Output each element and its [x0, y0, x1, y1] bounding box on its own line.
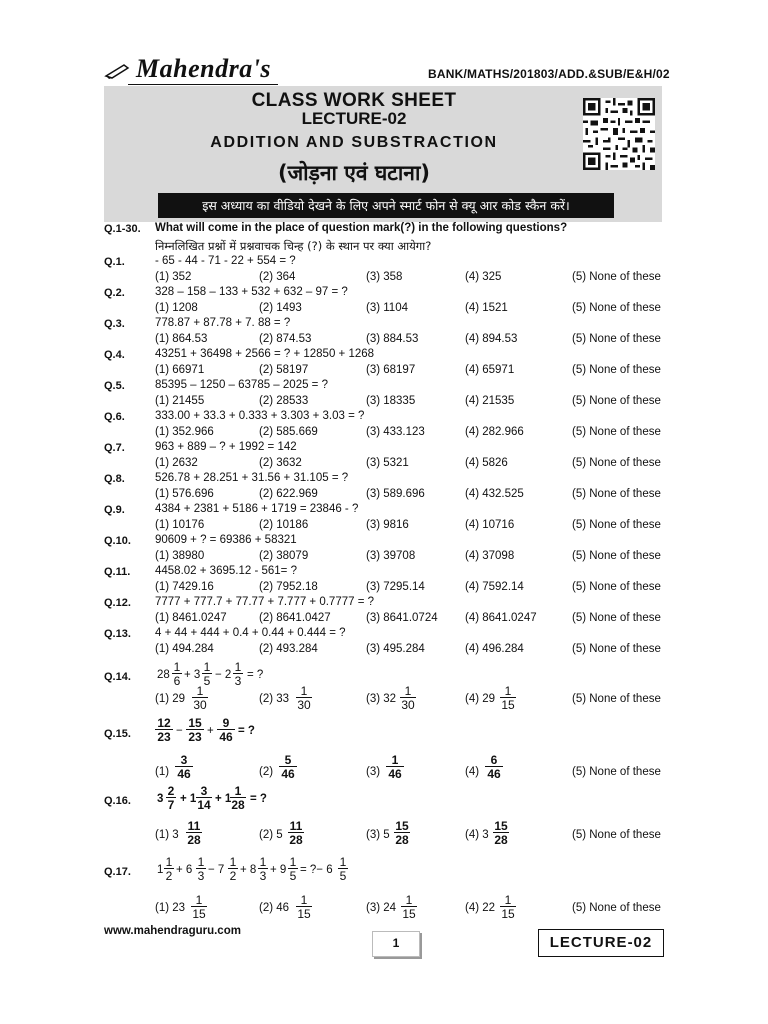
option-5[interactable]: (5) None of these	[572, 426, 661, 438]
option-3[interactable]: (3) 433.123	[366, 426, 425, 438]
whole-number: + 6	[176, 864, 193, 876]
question-number: Q.7.	[104, 442, 125, 454]
option-2[interactable]: (2) 10186	[259, 519, 309, 531]
question-text: 778.87 + 87.78 + 7. 88 = ?	[155, 317, 291, 329]
fraction: $\frac{1}{30}$	[193, 684, 207, 712]
option-2[interactable]: (2) 1493	[259, 302, 302, 314]
fraction: $\frac{1}{5}$	[339, 855, 347, 883]
whole-number: − 7	[208, 864, 225, 876]
question-number: Q.2.	[104, 287, 125, 299]
fraction: $\frac{1}{3}$	[234, 660, 242, 688]
fraction: $\frac{1}{2}$	[229, 855, 237, 883]
option-4[interactable]: (4) 3	[465, 829, 489, 841]
page-number: 1	[372, 931, 420, 957]
fraction: $\frac{1}{3}$	[259, 855, 267, 883]
question-text: 85395 – 1250 – 63785 – 2025 = ?	[155, 379, 328, 391]
pen-logo-icon	[104, 62, 130, 80]
question-text: 328 – 158 – 133 + 532 + 632 – 97 = ?	[155, 286, 348, 298]
instructions-english: What will come in the place of question mark(?) in the following questions?	[155, 222, 568, 234]
fraction: $\frac{5}{46}$	[279, 754, 297, 780]
question-number: Q.11.	[104, 566, 131, 578]
option-4[interactable]: (4) 21535	[465, 395, 515, 407]
fraction: $\frac{1}{15}$	[501, 893, 515, 921]
operator: − 2	[215, 669, 232, 681]
option-5[interactable]: (5) None of these	[572, 519, 661, 531]
option-2[interactable]: (2) 622.969	[259, 488, 318, 500]
option-3[interactable]: (3) 24	[366, 902, 397, 914]
option-4[interactable]: (4) 10716	[465, 519, 515, 531]
option-1[interactable]: (1) 23	[155, 902, 186, 914]
fraction: $\frac{1}{28}$	[231, 784, 245, 812]
option-3[interactable]: (3) 7295.14	[366, 581, 425, 593]
option-4[interactable]: (4) 894.53	[465, 333, 518, 345]
question-text: - 65 - 44 - 71 - 22 + 554 = ?	[155, 255, 296, 267]
equals-question: = ?	[238, 725, 255, 737]
option-3[interactable]: (3)	[366, 766, 381, 778]
fraction: $\frac{15}{28}$	[494, 819, 508, 847]
fraction: $\frac{11}{28}$	[289, 819, 303, 847]
option-1[interactable]: (1) 3	[155, 829, 179, 841]
fraction: $\frac{15}{28}$	[395, 819, 409, 847]
fraction: $\frac{1}{46}$	[386, 754, 404, 780]
option-4[interactable]: (4) 65971	[465, 364, 515, 376]
option-2[interactable]: (2) 5	[259, 829, 283, 841]
fraction: $\frac{1}{15}$	[402, 893, 416, 921]
fraction: $\frac{1}{15}$	[297, 893, 311, 921]
whole-number: + 8	[240, 864, 257, 876]
fraction: $\frac{1}{15}$	[192, 893, 206, 921]
option-1[interactable]: (1) 21455	[155, 395, 205, 407]
option-4[interactable]: (4) 325	[465, 271, 502, 283]
option-4[interactable]: (4) 29	[465, 693, 496, 705]
question-number: Q.14.	[104, 671, 131, 683]
option-2[interactable]: (2) 3632	[259, 457, 302, 469]
option-5[interactable]: (5) None of these	[572, 693, 661, 705]
footer-lecture-label: LECTURE-02	[538, 929, 664, 957]
operator: + 1	[180, 793, 197, 805]
option-2[interactable]: (2) 874.53	[259, 333, 312, 345]
option-3[interactable]: (3) 32	[366, 693, 397, 705]
question-number: Q.3.	[104, 318, 125, 330]
fraction: $\frac{1}{5}$	[289, 855, 297, 883]
option-1[interactable]: (1) 576.696	[155, 488, 214, 500]
fraction: $\frac{15}{23}$	[186, 717, 204, 743]
question-range: Q.1-30.	[104, 223, 141, 235]
question-text: 4384 + 2381 + 5186 + 1719 = 23846 - ?	[155, 503, 359, 515]
question-number: Q.12.	[104, 597, 131, 609]
option-3[interactable]: (3) 18335	[366, 395, 416, 407]
question-text: 333.00 + 33.3 + 0.333 + 3.303 + 3.03 = ?	[155, 410, 365, 422]
option-1[interactable]: (1) 352.966	[155, 426, 214, 438]
option-5[interactable]: (5) None of these	[572, 581, 661, 593]
question-number: Q.17.	[104, 866, 131, 878]
option-5[interactable]: (5) None of these	[572, 902, 661, 914]
question-number: Q.1.	[104, 256, 125, 268]
instructions-hindi: निम्नलिखित प्रश्नों में प्रश्नवाचक चिन्ह (?) के स्थान पर क्या आयेगा?	[155, 239, 432, 253]
question-number: Q.9.	[104, 504, 125, 516]
option-3[interactable]: (3) 39708	[366, 550, 416, 562]
question-number: Q.4.	[104, 349, 125, 361]
option-2[interactable]: (2) 28533	[259, 395, 309, 407]
option-4[interactable]: (4)	[465, 766, 480, 778]
question-text: 963 + 889 – ? + 1992 = 142	[155, 441, 297, 453]
topic-title: ADDITION AND SUBSTRACTION	[210, 134, 498, 151]
question-number: Q.8.	[104, 473, 125, 485]
option-5[interactable]: (5) None of these	[572, 829, 661, 841]
lecture-title: LECTURE-02	[301, 109, 407, 128]
question-text: 4 + 44 + 444 + 0.4 + 0.44 + 0.444 = ?	[155, 627, 346, 639]
option-2[interactable]: (2) 33	[259, 693, 290, 705]
option-4[interactable]: (4) 7592.14	[465, 581, 524, 593]
fraction: $\frac{1}{30}$	[297, 684, 311, 712]
option-3[interactable]: (3) 589.696	[366, 488, 425, 500]
option-1[interactable]: (1) 10176	[155, 519, 205, 531]
qr-code-icon	[583, 98, 655, 170]
fraction: $\frac{1}{3}$	[197, 855, 205, 883]
option-5[interactable]: (5) None of these	[572, 271, 661, 283]
option-5[interactable]: (5) None of these	[572, 612, 661, 624]
fraction: $\frac{9}{46}$	[217, 717, 235, 743]
option-2[interactable]: (2) 364	[259, 271, 296, 283]
option-2[interactable]: (2) 493.284	[259, 643, 318, 655]
option-3[interactable]: (3) 495.284	[366, 643, 425, 655]
option-1[interactable]: (1) 1208	[155, 302, 198, 314]
option-1[interactable]: (1) 8461.0247	[155, 612, 227, 624]
fraction: $\frac{1}{30}$	[401, 684, 415, 712]
option-5[interactable]: (5) None of these	[572, 550, 661, 562]
option-2[interactable]: (2) 38079	[259, 550, 309, 562]
option-1[interactable]: (1) 38980	[155, 550, 205, 562]
option-4[interactable]: (4) 37098	[465, 550, 515, 562]
option-5[interactable]: (5) None of these	[572, 766, 661, 778]
whole-number: 28	[157, 669, 170, 681]
fraction: $\frac{1}{15}$	[501, 684, 515, 712]
option-5[interactable]: (5) None of these	[572, 488, 661, 500]
whole-number: 3	[157, 793, 164, 805]
equals-question: = ?− 6	[300, 864, 333, 876]
option-4[interactable]: (4) 8641.0247	[465, 612, 537, 624]
page-title: CLASS WORK SHEET	[251, 90, 457, 111]
option-5[interactable]: (5) None of these	[572, 302, 661, 314]
option-1[interactable]: (1) 66971	[155, 364, 205, 376]
website-link[interactable]: www.mahendraguru.com	[104, 925, 241, 937]
fraction: $\frac{6}{46}$	[485, 754, 503, 780]
option-2[interactable]: (2) 585.669	[259, 426, 318, 438]
option-3[interactable]: (3) 9816	[366, 519, 409, 531]
option-2[interactable]: (2) 58197	[259, 364, 309, 376]
option-1[interactable]: (1)	[155, 766, 170, 778]
fraction: $\frac{12}{23}$	[155, 717, 173, 743]
logo-underline	[128, 84, 278, 85]
question-text: 4458.02 + 3695.12 - 561= ?	[155, 565, 297, 577]
whole-number: 1	[157, 864, 164, 876]
qr-scan-banner: इस अध्याय का वीडियो देखने के लिए अपने स्मार्ट फोन से क्यू आर कोड स्कैन करें।	[158, 193, 614, 218]
option-3[interactable]: (3) 8641.0724	[366, 612, 438, 624]
option-1[interactable]: (1) 864.53	[155, 333, 208, 345]
question-number: Q.5.	[104, 380, 125, 392]
option-5[interactable]: (5) None of these	[572, 333, 661, 345]
option-4[interactable]: (4) 5826	[465, 457, 508, 469]
option-4[interactable]: (4) 1521	[465, 302, 508, 314]
question-number: Q.16.	[104, 795, 131, 807]
option-4[interactable]: (4) 22	[465, 902, 496, 914]
question-number: Q.13.	[104, 628, 131, 640]
question-text: 7777 + 777.7 + 77.77 + 7.777 + 0.7777 = ?	[155, 596, 375, 608]
operator: +	[207, 725, 214, 737]
question-number: Q.10.	[104, 535, 131, 547]
option-4[interactable]: (4) 282.966	[465, 426, 524, 438]
option-1[interactable]: (1) 494.284	[155, 643, 214, 655]
fraction: $\frac{1}{2}$	[165, 855, 173, 883]
operator: −	[176, 725, 183, 737]
option-4[interactable]: (4) 432.525	[465, 488, 524, 500]
equals-question: = ?	[250, 793, 267, 805]
option-3[interactable]: (3) 5	[366, 829, 390, 841]
option-2[interactable]: (2) 46	[259, 902, 290, 914]
whole-number: + 9	[270, 864, 287, 876]
option-3[interactable]: (3) 68197	[366, 364, 416, 376]
option-3[interactable]: (3) 884.53	[366, 333, 419, 345]
option-5[interactable]: (5) None of these	[572, 643, 661, 655]
option-4[interactable]: (4) 496.284	[465, 643, 524, 655]
fraction: $\frac{3}{14}$	[197, 784, 211, 812]
question-text: 526.78 + 28.251 + 31.56 + 31.105 = ?	[155, 472, 349, 484]
option-3[interactable]: (3) 1104	[366, 302, 408, 314]
option-1[interactable]: (1) 2632	[155, 457, 198, 469]
option-3[interactable]: (3) 358	[366, 271, 403, 283]
fraction: $\frac{3}{46}$	[175, 754, 193, 780]
question-number: Q.15.	[104, 728, 131, 740]
option-1[interactable]: (1) 29	[155, 693, 186, 705]
fraction: $\frac{1}{5}$	[203, 660, 211, 688]
operator: + 1	[215, 793, 232, 805]
equals-question: = ?	[247, 669, 264, 681]
option-2[interactable]: (2) 7952.18	[259, 581, 318, 593]
brand-name: Mahendra's	[136, 54, 272, 83]
option-5[interactable]: (5) None of these	[572, 364, 661, 376]
option-5[interactable]: (5) None of these	[572, 395, 661, 407]
option-2[interactable]: (2) 8641.0427	[259, 612, 331, 624]
topic-title-hindi: (जोड़ना एवं घटाना)	[278, 161, 430, 185]
fraction: $\frac{1}{6}$	[173, 660, 181, 688]
option-2[interactable]: (2)	[259, 766, 274, 778]
fraction: $\frac{11}{28}$	[187, 819, 201, 847]
option-3[interactable]: (3) 5321	[366, 457, 409, 469]
option-1[interactable]: (1) 7429.16	[155, 581, 214, 593]
option-5[interactable]: (5) None of these	[572, 457, 661, 469]
question-text: 90609 + ? = 69386 + 58321	[155, 534, 297, 546]
question-number: Q.6.	[104, 411, 125, 423]
question-text: 43251 + 36498 + 2566 = ? + 12850 + 1268	[155, 348, 375, 360]
operator: + 3	[184, 669, 201, 681]
brand-logo	[104, 54, 271, 84]
option-1[interactable]: (1) 352	[155, 271, 192, 283]
fraction: $\frac{2}{7}$	[167, 784, 175, 812]
document-code: BANK/MATHS/201803/ADD.&SUB/E&H/02	[428, 67, 670, 81]
